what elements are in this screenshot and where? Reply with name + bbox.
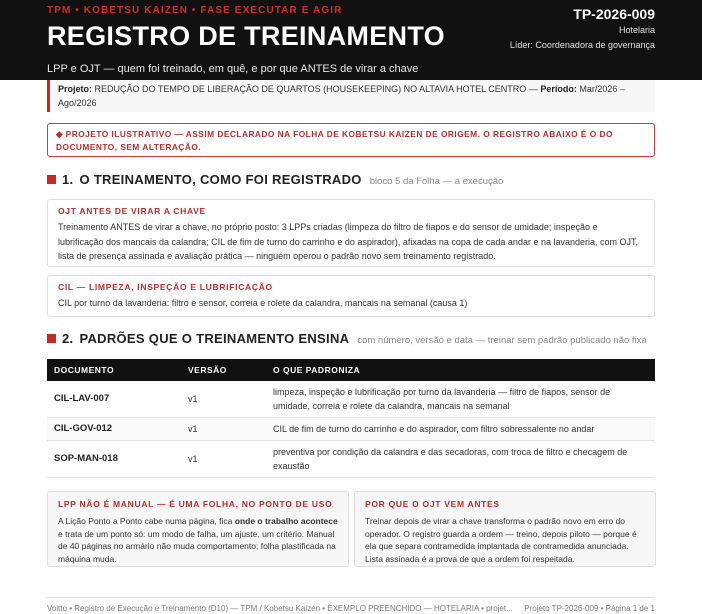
document-version: v1	[181, 441, 266, 478]
project-name: REDUÇÃO DO TEMPO DE LIBERAÇÃO DE QUARTOS (HOUSEKEEPING) NO ALTAVIA HOTEL CENTRO	[94, 84, 527, 94]
project-label: Projeto:	[58, 84, 93, 94]
section-2-title: PADRÕES QUE O TREINAMENTO ENSINA	[79, 331, 350, 346]
period-label: Período:	[540, 84, 577, 94]
period-value: Mar/2026 – Ago/2026	[58, 84, 625, 108]
document-id: SOP-MAN-018	[47, 441, 181, 478]
table-row	[47, 441, 655, 478]
table-row	[47, 418, 655, 441]
document-version: v1	[181, 381, 266, 418]
page-title: REGISTRO DE TREINAMENTO	[47, 21, 445, 51]
cil-card-title: CIL — LIMPEZA, INSPEÇÃO E LUBRIFICAÇÃO	[58, 282, 273, 292]
cil-card-text: CIL por turno da lavanderia: filtro e sensor, correia e rolete da calandra, mancais na semanal (causa 1)	[58, 298, 468, 308]
section-1-subtitle: bloco 5 da Folha — a execução	[369, 176, 504, 187]
ojt-card	[47, 199, 655, 267]
section-marker-icon	[47, 334, 56, 343]
section-1-number: 1.	[62, 172, 74, 187]
document-id: CIL-GOV-012	[47, 418, 181, 441]
document-description: CIL de fim de turno do carrinho e do aspirador, com filtro sobressalente no andar	[266, 418, 655, 441]
why-box-title: POR QUE O OJT VEM ANTES	[365, 499, 500, 509]
lpp-box-title: LPP NÃO É MANUAL — É UMA FOLHA, NO PONTO DE USO	[58, 499, 333, 509]
table-header-row	[47, 359, 655, 381]
footer-page-info: Projeto TP-2026-009 • Página 1 de 1	[524, 604, 655, 613]
page-subtitle: LPP e OJT — quem foi treinado, em quê, e por que ANTES de virar a chave	[47, 63, 419, 75]
section-2-number: 2.	[62, 331, 74, 346]
document-id: CIL-LAV-007	[47, 381, 181, 418]
cil-card	[47, 275, 655, 317]
lpp-box-text	[58, 515, 338, 565]
document-version: v1	[181, 418, 266, 441]
document-header	[0, 0, 702, 80]
lpp-text-part: e trata de um ponto só: um modo de falha, um ajuste, um critério. Manual de 40 páginas no armário não muda comportamento; folha plastificada na máquina muda.	[58, 528, 336, 564]
document-leader: Líder: Coordenadora de governança	[509, 40, 655, 50]
lpp-text-part: A Lição Ponto a Ponto cabe numa página, fica	[58, 516, 235, 526]
section-1-title: O TREINAMENTO, COMO FOI REGISTRADO	[79, 172, 362, 187]
why-box-text: Treinar depois de virar a chave transforma o padrão novo em erro do operador. O registro guarda a ordem — treino, depois piloto — porque é ela que separa contramedida implantada de contramedida anunciada. Lista assinada é a prova de que a ordem foi respeitada.	[365, 516, 637, 564]
document-description: preventiva por condição da calandra e das secadoras, com troca de filtro e checagem de exaustão	[266, 441, 655, 478]
column-header-document: DOCUMENTO	[54, 365, 115, 375]
header-kicker: TPM • KOBETSU KAIZEN • FASE EXECUTAR E AGIR	[47, 5, 343, 16]
ojt-card-title: OJT ANTES DE VIRAR A CHAVE	[58, 206, 206, 216]
section-1-heading	[47, 172, 503, 190]
section-2-subtitle: com número, versão e data — treinar sem padrão publicado não fixa	[357, 335, 647, 346]
ojt-card-text: Treinamento ANTES de virar a chave, no próprio posto: 3 LPPs criadas (limpeza do filtro de fiapos e do sensor de umidade; inspeção e lubrificação dos mancais da calandra; CIL de fim de turno do carrinho e do aspirador), afixadas na copa de cada andar e na lavanderia, com OJT, lista de presença assinada e avaliação prática — ninguém operou o padrão novo sem treinamento registrado.	[58, 222, 638, 261]
section-2-heading	[47, 331, 647, 349]
illustrative-alert: ◆ PROJETO ILUSTRATIVO — ASSIM DECLARADO NA FOLHA DE KOBETSU KAIZEN DE ORIGEM. O REGISTRO ABAIXO É O DO DOCUMENTO, SEM ALTERAÇÃO.	[47, 123, 655, 157]
standards-table	[47, 359, 655, 478]
project-separator: —	[528, 84, 538, 94]
column-header-version: VERSÃO	[188, 365, 227, 375]
document-description: limpeza, inspeção e lubrificação por turno da lavanderia — filtro de fiapos, sensor de umidade, correia e rolete da calandra, mancais na semanal	[266, 381, 655, 418]
table-row	[47, 381, 655, 418]
document-code: TP-2026-009	[573, 6, 655, 22]
lpp-text-emphasis: onde o trabalho acontece	[234, 516, 338, 526]
lpp-info-box	[47, 491, 349, 567]
why-ojt-box	[354, 491, 656, 567]
section-marker-icon	[47, 175, 56, 184]
document-area: Hotelaria	[618, 25, 655, 35]
footer-left-text: Voitto • Registro de Execução e Treinamento (D10) — TPM / Kobetsu Kaizen • EXEMPLO PREENCHIDO — HOTELARIA • projet...	[47, 604, 513, 613]
footer-divider	[47, 597, 655, 598]
column-header-standardizes: O QUE PADRONIZA	[273, 365, 361, 375]
project-strip	[47, 80, 655, 112]
